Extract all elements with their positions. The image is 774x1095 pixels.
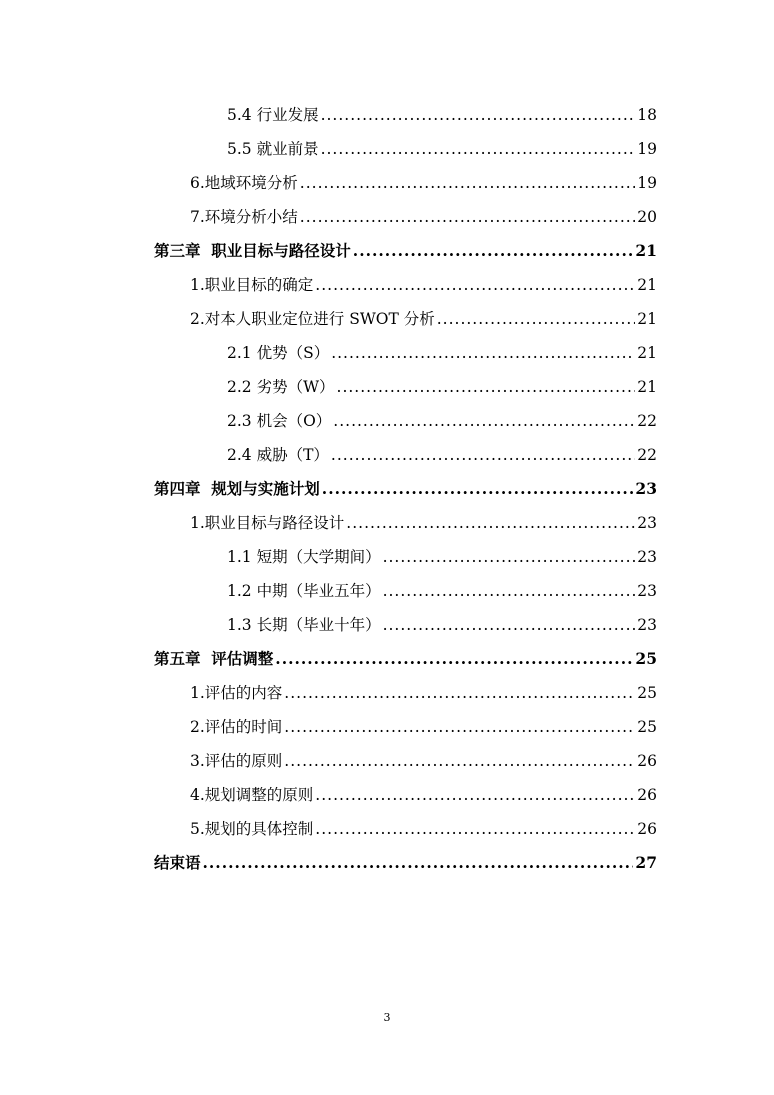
toc-entry-page: 19 <box>637 140 657 158</box>
dot-leader <box>284 710 635 744</box>
dot-leader <box>284 744 635 778</box>
toc-entry-page: 20 <box>637 208 657 226</box>
toc-entry-title: 第三章 职业目标与路径设计 <box>154 241 351 260</box>
dot-leader <box>300 200 635 234</box>
dot-leader <box>300 166 635 200</box>
toc-entry[interactable] <box>0 404 774 438</box>
toc-entry-page: 19 <box>637 174 657 192</box>
toc-entry[interactable] <box>0 98 774 132</box>
toc-entry-page: 21 <box>637 276 657 294</box>
toc-entry-page: 25 <box>635 649 657 668</box>
toc-entry[interactable] <box>0 336 774 370</box>
toc-entry-page: 27 <box>635 853 657 872</box>
toc-entry-title: 2.评估的时间 <box>190 718 283 736</box>
dot-leader <box>284 676 635 710</box>
toc-entry-page: 25 <box>637 718 657 736</box>
toc-entry-page: 23 <box>635 479 657 498</box>
page-number: 3 <box>383 1011 391 1024</box>
dot-leader <box>321 98 636 132</box>
toc-entry-title: 2.3 机会（O） <box>227 412 332 430</box>
toc-entry[interactable] <box>0 438 774 472</box>
toc-entry-page: 18 <box>637 106 657 124</box>
toc-entry[interactable] <box>0 608 774 642</box>
toc-entry-page: 23 <box>637 582 657 600</box>
toc-entry-title: 1.1 短期（大学期间） <box>227 548 381 566</box>
dot-leader <box>383 608 636 642</box>
toc-entry-title: 1.评估的内容 <box>190 684 283 702</box>
toc-entry-title: 4.规划调整的原则 <box>190 786 314 804</box>
toc-entry-title: 2.4 威胁（T） <box>227 446 329 464</box>
toc-entry[interactable] <box>0 744 774 778</box>
toc-entry-page: 23 <box>637 616 657 634</box>
toc-entry-title: 第五章 评估调整 <box>154 649 274 668</box>
toc-entry-page: 21 <box>635 241 657 260</box>
toc-entry[interactable] <box>0 642 774 676</box>
toc-entry[interactable] <box>0 370 774 404</box>
toc-entry-title: 1.2 中期（毕业五年） <box>227 582 381 600</box>
toc-entry-page: 26 <box>637 752 657 770</box>
toc-entry-page: 22 <box>637 412 657 430</box>
dot-leader <box>322 472 634 506</box>
dot-leader <box>315 778 635 812</box>
toc-entry-title: 1.职业目标的确定 <box>190 276 314 294</box>
toc-entry-title: 结束语 <box>154 853 201 872</box>
dot-leader <box>353 234 634 268</box>
toc-entry-page: 22 <box>637 446 657 464</box>
toc-entry-page: 21 <box>637 344 657 362</box>
dot-leader <box>383 574 636 608</box>
dot-leader <box>321 132 636 166</box>
toc-entry-title: 3.评估的原则 <box>190 752 283 770</box>
dot-leader <box>331 438 635 472</box>
toc-entry[interactable] <box>0 268 774 302</box>
toc-entry[interactable] <box>0 234 774 268</box>
toc-entry[interactable] <box>0 540 774 574</box>
toc-entry-page: 23 <box>637 514 657 532</box>
toc-entry-title: 2.2 劣势（W） <box>227 378 335 396</box>
toc-entry-title: 第四章 规划与实施计划 <box>154 479 320 498</box>
toc-entry[interactable] <box>0 506 774 540</box>
toc-entry-title: 5.5 就业前景 <box>227 140 319 158</box>
toc-entry-page: 23 <box>637 548 657 566</box>
toc-entry[interactable] <box>0 676 774 710</box>
toc-entry[interactable] <box>0 166 774 200</box>
dot-leader <box>315 268 635 302</box>
toc-entry-page: 25 <box>637 684 657 702</box>
toc-entry-title: 6.地域环境分析 <box>190 174 298 192</box>
toc-entry[interactable] <box>0 812 774 846</box>
toc-entry[interactable] <box>0 302 774 336</box>
dot-leader <box>333 404 635 438</box>
toc-entry-title: 1.3 长期（毕业十年） <box>227 616 381 634</box>
toc-entry[interactable] <box>0 710 774 744</box>
toc-entry-title: 5.规划的具体控制 <box>190 820 314 838</box>
dot-leader <box>337 370 636 404</box>
dot-leader <box>315 812 635 846</box>
toc-entry-title: 5.4 行业发展 <box>227 106 319 124</box>
toc-entry[interactable] <box>0 200 774 234</box>
toc-entry[interactable] <box>0 574 774 608</box>
toc-entry-page: 21 <box>637 310 657 328</box>
dot-leader <box>331 336 635 370</box>
toc-entry-page: 21 <box>637 378 657 396</box>
dot-leader <box>275 642 633 676</box>
toc-entry[interactable] <box>0 846 774 880</box>
toc-entry[interactable] <box>0 132 774 166</box>
dot-leader <box>203 846 634 880</box>
dot-leader <box>437 302 636 336</box>
table-of-contents <box>0 98 774 880</box>
toc-entry-title: 2.1 优势（S） <box>227 344 330 362</box>
toc-entry[interactable] <box>0 472 774 506</box>
toc-entry-title: 1.职业目标与路径设计 <box>190 514 345 532</box>
toc-entry-page: 26 <box>637 786 657 804</box>
dot-leader <box>346 506 635 540</box>
toc-entry-title: 7.环境分析小结 <box>190 208 298 226</box>
dot-leader <box>383 540 636 574</box>
toc-entry-title: 2.对本人职业定位进行 SWOT 分析 <box>190 310 435 328</box>
toc-entry-page: 26 <box>637 820 657 838</box>
toc-entry[interactable] <box>0 778 774 812</box>
